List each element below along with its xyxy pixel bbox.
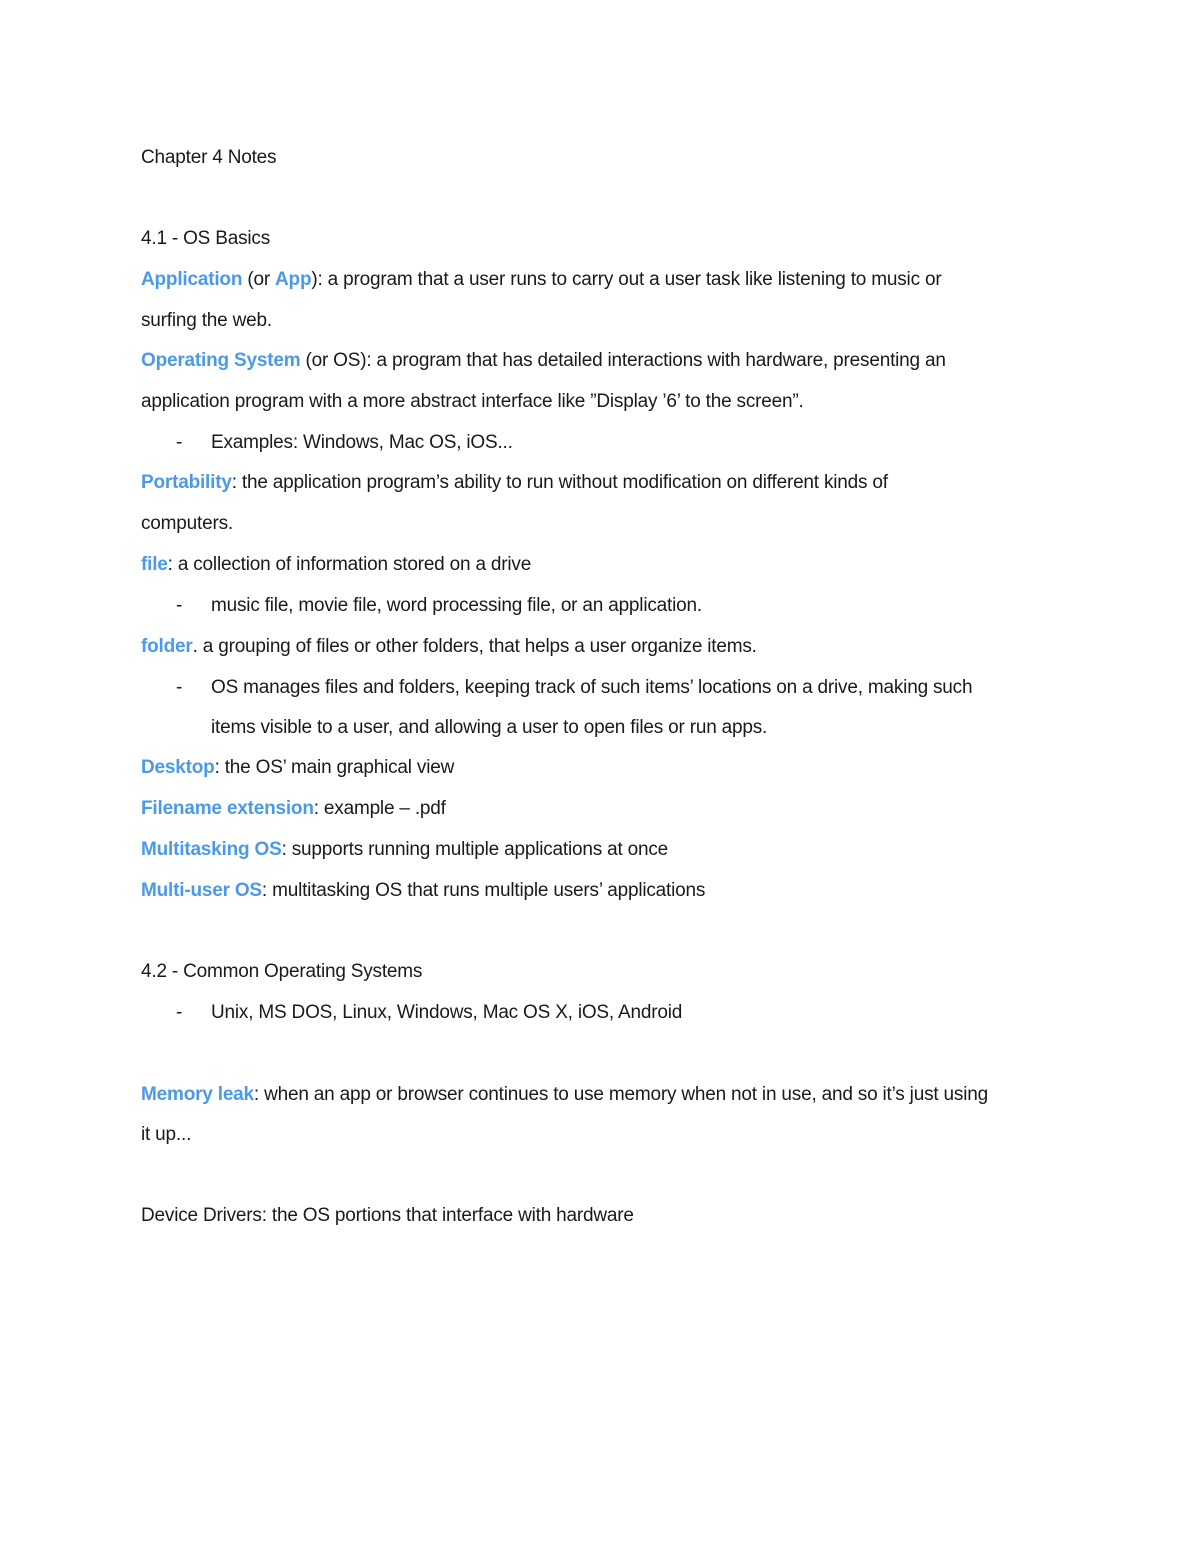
definition-desktop — [141, 756, 454, 780]
definition-text: (or OS): a program that has detailed interactions with hardware, presenting an — [300, 350, 946, 371]
definition-operating-system-cont: application program with a more abstract interface like ”Display ’6’ to the screen”. — [141, 391, 804, 412]
definition-application-cont: surfing the web. — [141, 310, 272, 331]
definition-portability-cont: computers. — [141, 513, 233, 534]
definition-folder — [141, 635, 757, 659]
term-app: App — [275, 269, 312, 290]
definition-file — [141, 553, 531, 577]
definition-text: . a grouping of files or other folders, that helps a user organize items. — [192, 636, 757, 657]
definition-text: : example – .pdf — [313, 798, 446, 819]
section-heading-4-2: 4.2 - Common Operating Systems — [141, 961, 423, 982]
term-multi-user-os: Multi-user OS — [141, 880, 262, 901]
bullet-dash: - — [176, 677, 183, 698]
definition-multitasking-os — [141, 838, 668, 862]
paren-text: (or — [242, 269, 276, 290]
term-portability: Portability — [141, 472, 232, 493]
definition-text: : the OS’ main graphical view — [214, 757, 455, 778]
definition-text: : the application program’s ability to run without modification on different kinds of — [231, 472, 888, 493]
section-heading-4-1: 4.1 - OS Basics — [141, 228, 270, 249]
definition-memory-leak — [141, 1083, 988, 1107]
definition-text: : a collection of information stored on a drive — [167, 554, 532, 575]
term-memory-leak: Memory leak — [141, 1084, 254, 1105]
definition-text: : multitasking OS that runs multiple users’ applications — [261, 880, 706, 901]
definition-operating-system — [141, 349, 946, 373]
bullet-os-examples: Examples: Windows, Mac OS, iOS... — [211, 432, 513, 453]
bullet-folder-line2: items visible to a user, and allowing a user to open files or run apps. — [211, 717, 768, 738]
term-folder: folder — [141, 636, 193, 657]
term-filename-extension: Filename extension — [141, 798, 314, 819]
definition-text: : when an app or browser continues to use memory when not in use, and so it’s just using — [253, 1084, 988, 1105]
definition-filename-extension — [141, 797, 446, 821]
term-file: file — [141, 554, 168, 575]
bullet-dash: - — [176, 432, 183, 453]
definition-portability — [141, 471, 888, 495]
definition-device-drivers: Device Drivers: the OS portions that interface with hardware — [141, 1205, 634, 1226]
bullet-file-examples: music file, movie file, word processing file, or an application. — [211, 595, 702, 616]
document-title: Chapter 4 Notes — [141, 147, 277, 168]
term-application: Application — [141, 269, 243, 290]
bullet-folder-line1: OS manages files and folders, keeping track of such items’ locations on a drive, making such — [211, 677, 973, 698]
definition-text: : supports running multiple applications at once — [281, 839, 669, 860]
definition-memory-leak-cont: it up... — [141, 1124, 192, 1145]
term-desktop: Desktop — [141, 757, 215, 778]
bullet-dash: - — [176, 1002, 183, 1023]
term-operating-system: Operating System — [141, 350, 301, 371]
bullet-dash: - — [176, 595, 183, 616]
term-multitasking-os: Multitasking OS — [141, 839, 282, 860]
bullet-os-list: Unix, MS DOS, Linux, Windows, Mac OS X, iOS, Android — [211, 1002, 683, 1023]
definition-multi-user-os — [141, 879, 705, 903]
definition-text: ): a program that a user runs to carry out a user task like listening to music or — [311, 269, 942, 290]
definition-application — [141, 268, 941, 292]
